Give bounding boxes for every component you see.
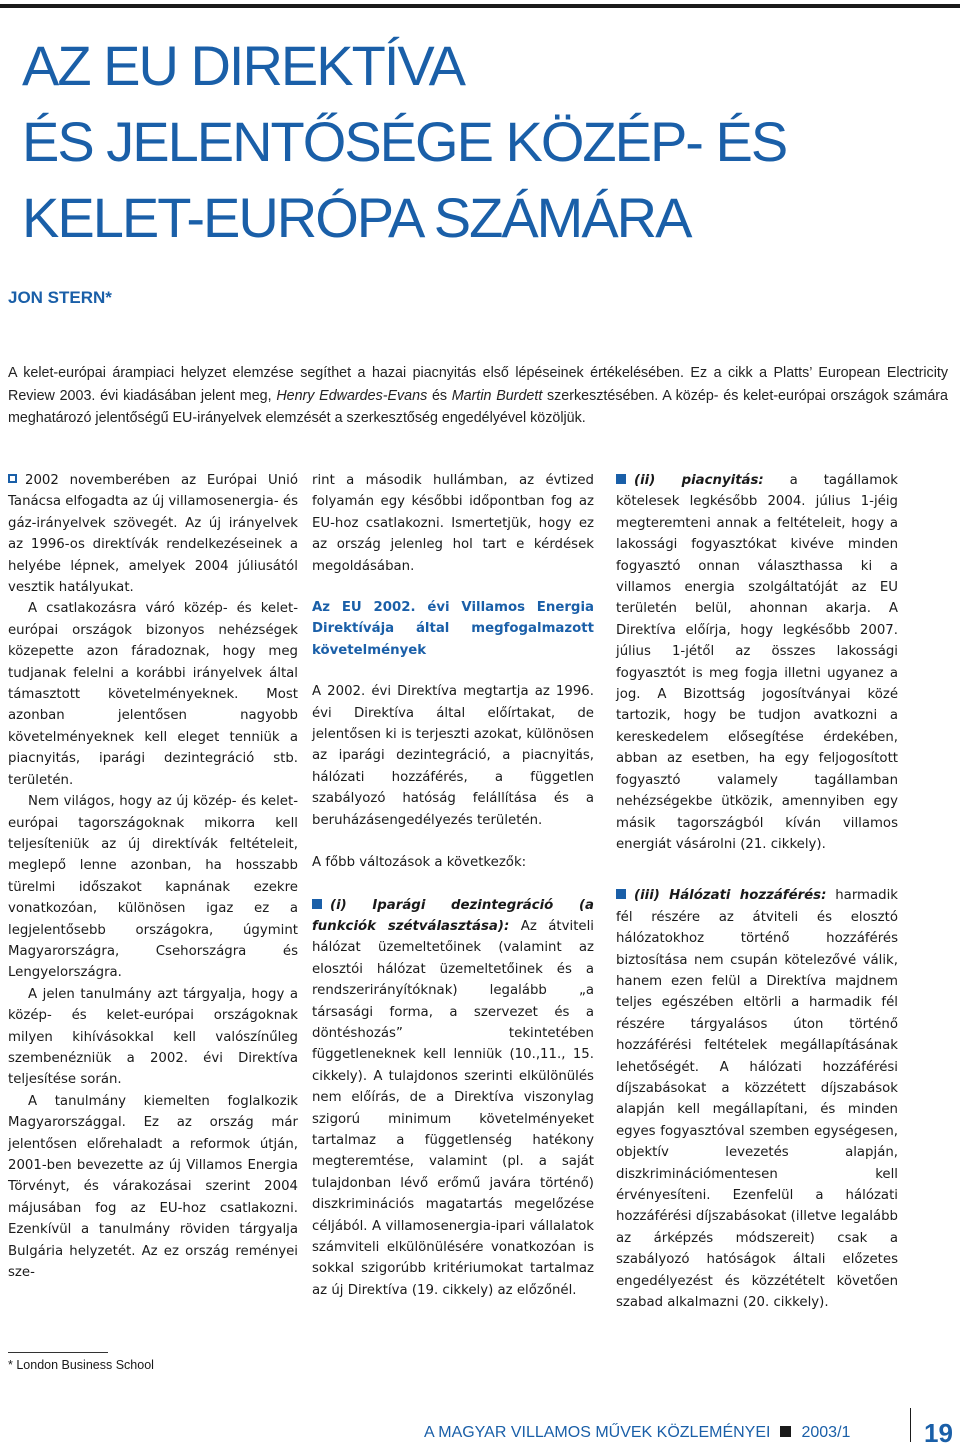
section-heading: Az EU 2002. évi Villamos Energia Direktívája által megfogalmazott követelmények <box>312 600 594 658</box>
issue-number: 2003/1 <box>801 1424 851 1441</box>
lead-text-1: A kelet-európai árampiaci helyzet elemzése segíthet a hazai piacnyitás első lépéseinek értékelésében. Ez a cikk a Platts’ European Electricity Review 2003. évi kiadásában jelent meg, <box>8 365 948 404</box>
column-2 <box>312 470 594 1301</box>
column-1 <box>8 470 298 1283</box>
title-line-1: AZ EU DIREKTÍVA <box>22 34 464 97</box>
title-line-2: ÉS JELENTŐSÉGE KÖZÉP- ÉS <box>22 110 787 173</box>
filled-square-bullet-icon <box>312 899 322 909</box>
lead-paragraph <box>8 362 948 430</box>
journal-name: A MAGYAR VILLAMOS MŰVEK KÖZLEMÉNYEI <box>424 1424 771 1441</box>
spacer <box>616 855 898 885</box>
col2-para-3: A főbb változások a következők: <box>312 855 527 871</box>
col1-para-5: A tanulmány kiemelten foglalkozik Magyarországgal. Ez az ország már jelentősen előrehaladt a reformok útján, 2001-ben bevezette az új Villamos Energia Törvényt, és várakozásai szerint 2004 májusában fog az EU-hoz csatlakozni. Ezenkívül a tanulmány röviden tárgyalja Bulgária helyzetét. Az ez ország reményei sze- <box>8 1093 298 1281</box>
editor-name-2: Martin Burdett <box>451 387 543 404</box>
col1-para-4: A jelen tanulmány azt tárgyalja, hogy a közép- és kelet-európai országoknak milyen kihívásokkal kell valószínűleg szembenézniük a 2002. évi Direktíva teljesítése során. <box>8 986 298 1088</box>
lead-text-2: és <box>427 387 452 404</box>
footer-square-icon <box>780 1426 791 1437</box>
col2-para-2: A 2002. évi Direktíva megtartja az 1996. évi Direktíva által előírtakat, de jelentősen ki is terjeszti azokat, különösen az iparági dezintegráció, a piacnyitás, hálózati hozzáférés, a független szabályozó hatóság felállítása és a beruházásengedélyezés területén. <box>312 684 594 828</box>
footnote: * London Business School <box>8 1358 154 1372</box>
spacer <box>312 831 594 852</box>
open-square-bullet-icon <box>8 474 17 483</box>
page-number-divider <box>910 1408 911 1442</box>
title-line-3: KELET-EURÓPA SZÁMÁRA <box>22 186 691 249</box>
article-title <box>22 28 942 256</box>
editor-name-1: Henry Edwardes-Evans <box>276 387 428 404</box>
col3-item-2: (ii) piacnyitás: a tagállamok kötelesek legkésőbb 2004. július 1-jéig megteremteni annak a feltételeit, hogy a lakossági fogyasztókat kivéve minden fogyasztó onnan választhassa ki a villamos energia szolgáltatóját az EU területén belül, ahonnan akarja. A Direktíva előírja, hogy legkésőbb 2007. július 1-jétől az összes lakossági fogyasztót is meg fogja illetni ugyanez a jog. A Bizottság jogosítványai közé tartozik, hogy be tudjon avatkozni a kereskedelem elősegítése érdekében, abban az esetben, ha egy feljogosított fogyasztó valamely tagállamban nehézségekbe ütközik, amennyiben egy másik tagországból kíván villamos energiát vásárolni (21. cikkely). <box>616 473 898 852</box>
col1-para-2: A csatlakozásra váró közép- és kelet-európai országok bizonyos nehézségek közepette azon fáradoznak, hogy meg tudjanak felelni a korábbi irányelvek által támasztott követelményeknek. Most azonban jelentősen nagyobb követelményeknek kell eleget tenniük a piacnyitás, iparági dezintegráció stb. területén. <box>8 601 298 788</box>
filled-square-bullet-icon <box>616 889 626 899</box>
author-name: JON STERN* <box>8 288 112 307</box>
footnote-rule <box>8 1352 108 1353</box>
col1-para-3: Nem világos, hogy az új közép- és kelet-európai tagországoknak mikorra kell teljesíteniük az új direktívák feltételeit, meglepő lenne azonban, ha hosszabb türelmi időszakot kapnának ezekre vonatkozóan, különösen igaz ez a legjelentősebb országokra, úgymint Magyarországra, Csehországra és Lengyelországra. <box>8 794 298 981</box>
col3-item-3: (iii) Hálózati hozzáférés: harmadik fél részére az átviteli és elosztó hálózatokhoz történő hozzáférés biztosítása nem csupán kötelezővé válik, hanem ezen felül a Direktíva majdnem teljes egészében eltörli a harmadik fél részére tárgyalásos úton történő hozzáférési feltételek megállapításának lehetőségét. A hálózati hozzáférési díjszabásokat a közzétett díjszabások alapján kell megállapítani, és minden egyes fogyasztóval szemben egységesen, objektív levezetés alapján, diszkriminációmentesen kell érvényesíteni. Ezenfelül a hálózati hozzáférési díjszabásokat (illetve legalább az árképzés módszereit) csak a szabályozó hatóságok általi előzetes engedélyezést és közzétételt követően szabad alkalmazni (20. cikkely). <box>616 888 898 1311</box>
spacer <box>312 874 594 895</box>
filled-square-bullet-icon <box>616 474 626 484</box>
col1-para-1: 2002 novemberében az Európai Unió Tanácsa elfogadta az új villamosenergia- és gáz-irányelvek szövegét. Az új irányelvek az 1996-os direktívák rendelkezéseinek a helyébe lépnek, amelyek 2004 júliusától vesztik hatályukat. <box>8 473 298 596</box>
running-footer <box>424 1424 850 1442</box>
col2-para-1: rint a második hullámban, az évtized folyamán egy későbbi időpontban fog az EU-hoz csatlakozni. Ismertetjük, hogy ez az ország jelenleg hol tart e kérdések megoldásában. <box>312 473 594 574</box>
page-number: 19 <box>924 1418 953 1448</box>
top-rule <box>0 4 960 8</box>
col2-item-1: (i) Iparági dezintegráció (a funkciók szétválasztása): Az átviteli hálózat üzemeltetőinek (valamint az elosztói hálózat üzemeltetőinek és a rendszerirányítóknak) legalább „a társasági forma, a szervezet és a döntéshozás” tekintetében függetleneknek kell lenniük (10.,11., 15. cikkely). A tulajdonos szerinti elkülönülés nem előírás, de a Direktíva viszonylag szigorú minimum követelményeket tartalmaz a függetlenség hatékony megteremtése, valamint (pl. a saját tulajdonban lévő erőmű javára történő) diszkriminációs magatartás megelőzése céljából. A villamosenergia-ipari vállalatok számviteli elkülönülésére vonatkozóan is sokkal szigorúbb kritériumokat tartalmaz az új Direktíva (19. cikkely) az előzőnél. <box>312 897 594 1298</box>
column-3 <box>616 470 898 1313</box>
lead-text-3: szerkesztésében. A közép- és kelet-európai országok számára meghatározó jelentőségű EU-irányelvek elemzését a szerkesztőség engedélyével közöljük. <box>8 387 948 426</box>
